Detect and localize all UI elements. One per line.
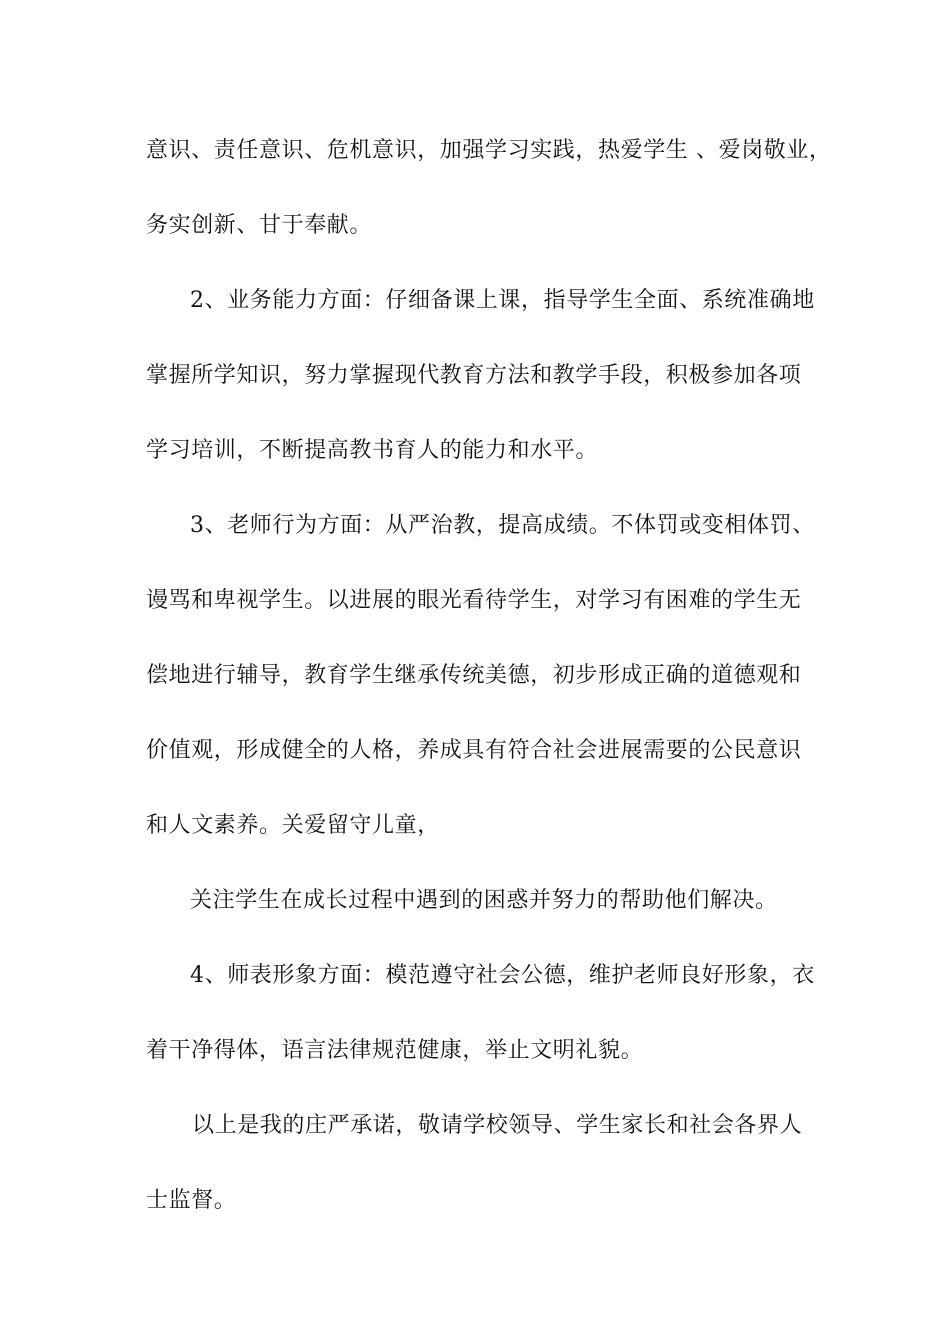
text-line: 士监督。 bbox=[146, 1188, 237, 1213]
text-line: 谩骂和卑视学生。以进展的眼光看待学生，对学习有困难的学生无 bbox=[146, 588, 802, 613]
text-line: 以上是我的庄严承诺，敬请学校领导、学生家长和社会各界人 bbox=[192, 1113, 803, 1138]
text-line: 价值观，形成健全的人格，养成具有符合社会进展需要的公民意识 bbox=[146, 738, 802, 763]
text-line: 学习培训，不断提高教书育人的能力和水平。 bbox=[146, 438, 599, 463]
text-line: 掌握所学知识，努力掌握现代教育方法和教学手段，积极参加各项 bbox=[146, 363, 802, 388]
text-line: 4、师表形象方面：模范遵守社会公德，维护老师良好形象，衣 bbox=[190, 963, 815, 988]
text-line: 和人文素养。关爱留守儿童， bbox=[146, 813, 440, 838]
text-line: 关注学生在成长过程中遇到的困惑并努力的帮助他们解决。 bbox=[190, 888, 778, 913]
text-line: 3、老师行为方面：从严治教，提高成绩。不体罚或变相体罚、 bbox=[190, 513, 815, 538]
text-line: 务实创新、甘于奉献。 bbox=[146, 213, 373, 238]
text-line: 偿地进行辅导，教育学生继承传统美德，初步形成正确的道德观和 bbox=[146, 663, 802, 688]
text-line: 2、业务能力方面：仔细备课上课，指导学生全面、系统准确地 bbox=[190, 288, 815, 313]
text-line: 意识、责任意识、危机意识，加强学习实践，热爱学生 、爱岗敬业， bbox=[146, 138, 832, 163]
text-line: 着干净得体，语言法律规范健康，举止文明礼貌。 bbox=[146, 1038, 644, 1063]
